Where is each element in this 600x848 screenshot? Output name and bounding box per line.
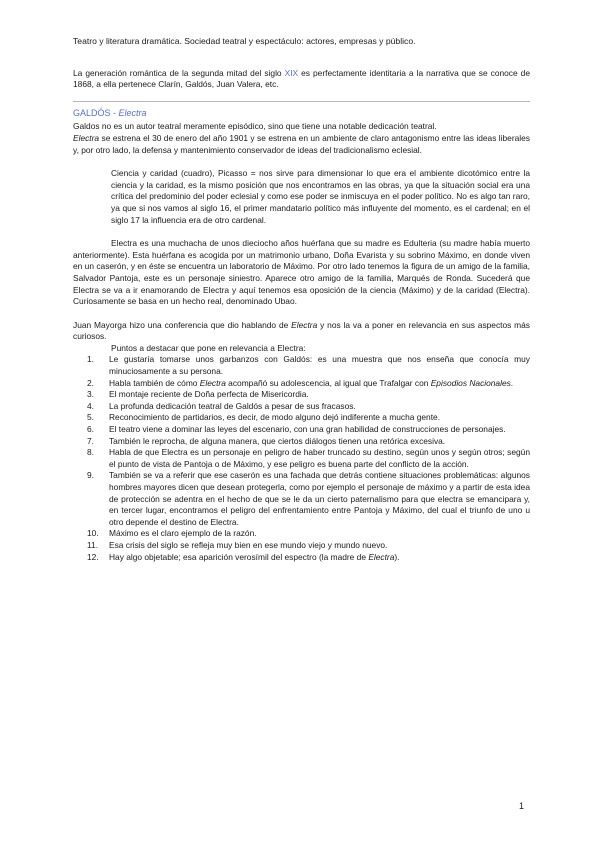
list-item-number: 3. — [87, 389, 94, 400]
list-item-number: 7. — [87, 435, 94, 446]
intro-paragraph — [73, 68, 530, 91]
list-item — [73, 470, 530, 528]
points-heading: Puntos a destacar que pone en relevancia a Electra: — [111, 342, 306, 353]
page-number: 1 — [519, 801, 525, 811]
paragraph-galdos-work: Electra — [73, 132, 100, 143]
list-item-work: Electra — [199, 377, 226, 388]
paragraph-mayorga — [73, 320, 530, 343]
list-item-number: 6. — [87, 424, 94, 435]
list-item-text: El teatro viene a dominar las leyes del escenario, con una gran habilidad de construcciones de personajes. — [109, 424, 506, 435]
list-item-text-a: Hay algo objetable; esa aparición verosímil del espectro (la madre de — [109, 551, 369, 562]
list-item-text: El montaje reciente de Doña perfecta de Misericordia. — [109, 389, 309, 400]
section-work: Electra — [118, 107, 147, 118]
list-item-text: Le gustaría tomarse unos garbanzos con Galdós: es una muestra que nos enseña que conocía muy minuciosamente a su persona. — [109, 354, 530, 377]
document-header: Teatro y literatura dramática. Sociedad teatral y espectáculo: actores, empresas y público. — [73, 36, 416, 46]
list-item-number: 1. — [87, 354, 94, 365]
list-item — [73, 424, 530, 436]
list-item-text-a: Habla también de cómo — [109, 377, 200, 388]
list-item-number: 9. — [87, 470, 94, 481]
list-item — [73, 378, 530, 390]
list-item — [73, 540, 530, 552]
list-item — [73, 389, 530, 401]
mayorga-text-after: y nos la va a poner en relevancia en sus aspectos más curiosos. — [73, 319, 530, 342]
list-item-text: Máximo es el claro ejemplo de la razón. — [109, 528, 257, 539]
list-item — [73, 354, 530, 377]
mayorga-text-before: Juan Mayorga hizo una conferencia que dio hablando de — [73, 319, 292, 330]
list-item-number: 12. — [87, 551, 99, 562]
paragraph-galdos-rest: se estrena el 30 de enero del año 1901 y se estrena en un ambiente de claro antagonismo entre las ideas liberales y, por otro lado, la defensa y mantenimiento conservador de ideas del tradicionalismo eclesial. — [73, 132, 530, 155]
list-item — [73, 401, 530, 413]
section-separator: - — [110, 107, 119, 118]
list-item-number: 2. — [87, 377, 94, 388]
list-item-text-c: ). — [394, 551, 400, 562]
quote-ciencia-caridad: Ciencia y caridad (cuadro), Picasso = nos sirve para dimensionar lo que era el ambiente dicotómico entre la ciencia y la caridad, es la mismo posición que nos encontramos en las obras, ya que la situación social era una crítica del predominio del poder eclesial y como ese poder se inmiscuya en el poder político. No es algo tan raro, ya que si nos vamos al siglo 16, el primer mandatario político más influyente del momento, es el cardenal; en el siglo 17 la influencia era de otro cardenal. — [111, 168, 530, 225]
mayorga-work: Electra — [291, 319, 318, 330]
list-item-text: También le reprocha, de alguna manera, que ciertos diálogos tienen una retórica excesiva. — [109, 435, 446, 446]
list-item-number: 11. — [87, 539, 99, 550]
list-item-number: 5. — [87, 412, 94, 423]
list-item-work-episodios: Episodios Nacionales — [430, 377, 511, 388]
list-item — [73, 447, 530, 470]
paragraph-galdos-line1: Galdos no es un autor teatral meramente episódico, sino que tiene una notable dedicación teatral. — [73, 121, 437, 132]
paragraph-plot: Electra es una muchacha de unos dieciocho años huérfana que su madre es Edulteria (su madre había muerto anteriormente). Esta huérfana es acogida por un matrimonio urbano, Doña Evarista y su sobrino Máximo, en donde viven en un caserón, y en éste se encuentra un laboratorio de Máximo. Por otro lado tenemos la figura de un amigo de la familia, Salvador Pantoja, este es un personaje siniestro. Aparece otro amigo de la familia, Marqués de Ronda. Sucederá que Electra se va a ir enamorando de Electra y aquí tenemos esa oposición de la ciencia (Máximo) y de la caridad (Electra). Curiosamente se basa en un hecho real, denominado Ubao. — [73, 238, 530, 307]
intro-century: XIX — [284, 67, 299, 78]
section-divider — [73, 101, 530, 102]
paragraph-galdos-intro — [73, 121, 530, 156]
list-item-text: Habla de que Electra es un personaje en peligro de haber truncado su destino, según unos y según otros; según el punto de vista de Pantoja o de Máximo, y ese peligro es buena parte del conflicto de la acción. — [109, 447, 530, 469]
list-item-text: Esa crisis del siglo se refleja muy bien en ese mundo viejo y mundo nuevo. — [109, 539, 388, 550]
list-item-number: 10. — [87, 528, 99, 539]
points-list — [73, 354, 530, 563]
list-item — [73, 412, 530, 424]
list-item — [73, 552, 530, 564]
intro-text-before: La generación romántica de la segunda mitad del siglo — [73, 67, 285, 78]
list-item — [73, 436, 530, 448]
list-item-number: 4. — [87, 400, 94, 411]
list-item — [73, 528, 530, 540]
list-item-number: 8. — [87, 447, 94, 458]
list-item-work: Electra — [368, 551, 395, 562]
list-item-text: También se va a referir que ese caserón es una fachada que detrás contiene situaciones problemáticas: algunos hombres mayores dicen que desean protegerla, como por ejemplo el personaje de máximo y a partir de esta idea de protección se adentra en el hecho de que se le da un cierto paternalismo para que electra se emancipara y, en tercer lugar, encontramos el peligro del enfrentamiento entre Pantoja y Máximo, del cual el triunfo de uno u otro depende el destino de Electra. — [109, 470, 530, 527]
intro-text-after: es perfectamente identitaria a la narrativa que se conoce de 1868, a ella pertenece Clarín, Galdós, Juan Valera, etc. — [73, 67, 530, 90]
list-item-text-e: . — [510, 377, 514, 388]
section-title — [73, 108, 530, 120]
list-item-text: La profunda dedicación teatral de Galdós a pesar de sus fracasos. — [109, 400, 356, 411]
list-item-text-c: acompañó su adolescencia, al igual que Trafalgar con — [225, 377, 431, 388]
list-item-text: Reconocimiento de partidarios, es decir, de modo alguno dejó indiferente a mucha gente. — [109, 412, 441, 423]
document-page — [73, 36, 530, 563]
section-author: GALDÓS — [73, 107, 111, 118]
